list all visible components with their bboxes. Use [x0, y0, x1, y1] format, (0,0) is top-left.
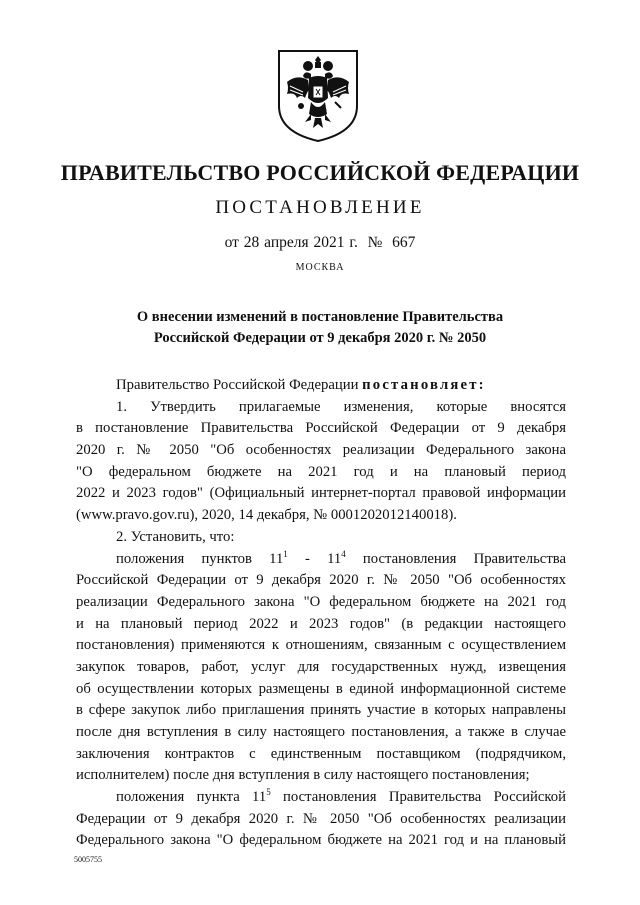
body-line: реализации Федерального закона "О федеральном бюджете на 2021 год — [76, 593, 566, 610]
body-line: "О федеральном бюджете на 2021 год и на плановый период — [76, 463, 566, 480]
body-line: 2. Установить, что: — [116, 528, 235, 545]
body-line: Федерации от 9 декабря 2020 г. № 2050 "Об особенностях реализации — [76, 810, 566, 827]
decree-verb: постановляет: — [362, 377, 486, 393]
number-sign: № — [367, 234, 383, 251]
date-and-number — [0, 234, 640, 252]
body-line: в постановление Правительства Российской Федерации от 9 декабря — [76, 420, 566, 437]
body-line: после дня вступления в силу настоящего постановления, а также в случае — [76, 724, 566, 740]
body-line: (www.pravo.gov.ru), 2020, 14 декабря, № 0001202012140018). — [76, 507, 457, 524]
document-code: 5005755 — [74, 855, 102, 864]
heading-line-1: О внесении изменений в постановление Правительства — [136, 309, 504, 325]
body-line: Правительство Российской Федерации постановляет: — [116, 377, 486, 393]
document-number: 667 — [392, 234, 416, 251]
body-line: 2022 и 2023 годов" (Официальный интернет-портал правовой информации — [76, 485, 566, 502]
body-line: исполнителем) после дня вступления в силу настоящего постановления; — [76, 767, 530, 784]
body-line: 2020 г. № 2050 "Об особенностях реализации Федерального закона — [76, 442, 566, 459]
body-line: закупок товаров, работ, услуг для государственных нужд, извещения — [76, 658, 566, 675]
body-line: об осуществлении которых размещены в единой информационной системе — [76, 680, 566, 697]
city-label: МОСКВА — [295, 262, 345, 273]
body-line: Российской Федерации от 9 декабря 2020 г. № 2050 "Об особенностях — [76, 572, 566, 589]
russian-coat-of-arms-icon — [275, 48, 361, 144]
body-line: и на плановый период 2022 и 2023 годов" (в редакции настоящего — [76, 615, 566, 632]
body-line: в сфере закупок либо приглашения принять участие в которых направлены — [76, 702, 566, 719]
document-type: ПОСТАНОВЛЕНИЕ — [215, 197, 425, 218]
body-line: положения пунктов $11^1 - 11^4$ постановления Правительства — [116, 548, 566, 567]
document-heading — [0, 307, 640, 349]
body-line: 1. Утвердить прилагаемые изменения, которые вносятся — [116, 398, 566, 415]
document-date: от 28 апреля 2021 г. — [224, 234, 358, 251]
body-line: положения пункта $11^5$ постановления Правительства Российской — [116, 787, 566, 806]
body-line: постановления) применяются к отношениям, связанным с осуществлением — [76, 637, 566, 654]
heading-line-2: Российской Федерации от 9 декабря 2020 г. № 2050 — [153, 330, 487, 346]
body-line: заключения контрактов с единственным поставщиком (подрядчиком, — [76, 745, 566, 762]
body-line: Федерального закона "О федеральном бюджете на 2021 год и на плановый — [76, 832, 566, 849]
document-body — [76, 375, 566, 852]
government-title: ПРАВИТЕЛЬСТВО РОССИЙСКОЙ ФЕДЕРАЦИИ — [60, 160, 580, 185]
